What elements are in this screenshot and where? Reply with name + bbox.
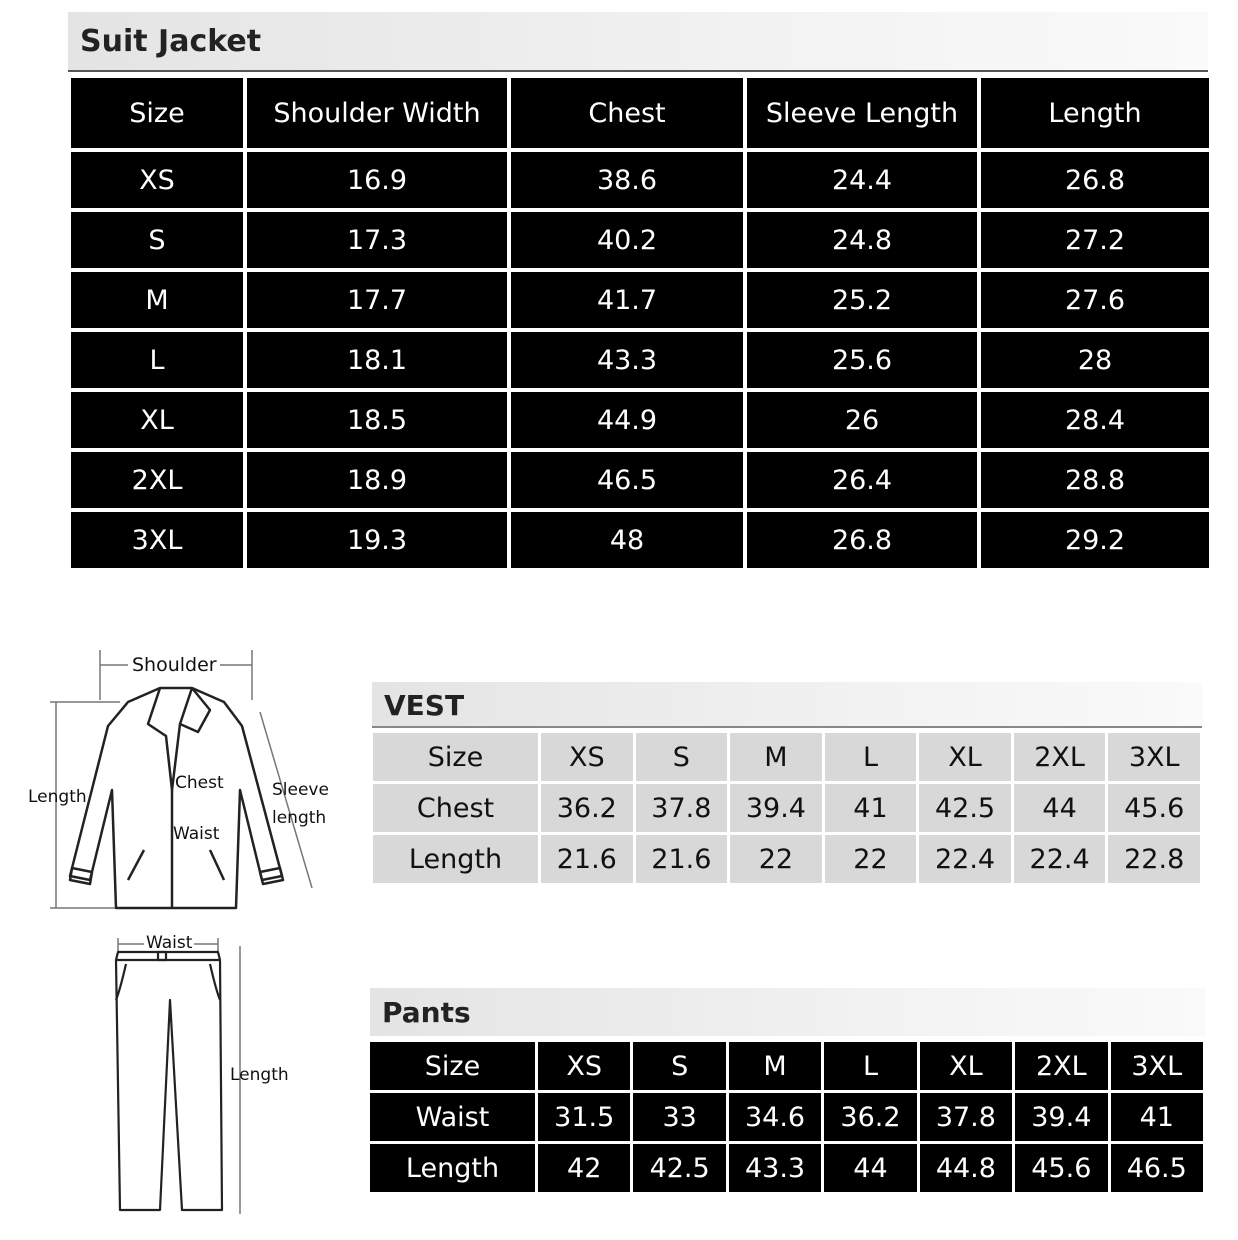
table-cell: 26.4 [747,452,977,508]
table-row [373,835,1200,883]
table-cell: 42.5 [633,1144,725,1192]
table-cell: 34.6 [729,1093,821,1141]
suit-jacket-size-table [67,74,1213,572]
table-cell: 39.4 [730,784,822,832]
suit-jacket-title: Suit Jacket [80,24,262,59]
size-cell: 2XL [71,452,243,508]
table-cell: 3XL [1108,733,1200,781]
table-cell: M [730,733,822,781]
table-row [71,272,1209,328]
table-cell: 41 [1111,1093,1203,1141]
table-cell: 44 [1014,784,1106,832]
size-cell: 3XL [71,512,243,568]
column-header: Chest [511,78,743,148]
vest-title: VEST [384,689,465,722]
jacket-sleeve-label-line1: Sleeve [272,780,329,800]
column-header: Length [981,78,1209,148]
table-cell: XS [538,1042,630,1090]
table-cell: 36.2 [824,1093,916,1141]
column-header: Size [71,78,243,148]
table-cell: 21.6 [636,835,728,883]
table-row [71,392,1209,448]
table-cell: 44.9 [511,392,743,448]
table-cell: 3XL [1111,1042,1203,1090]
table-row [370,1144,1203,1192]
vest-heading [372,682,1202,726]
pants-length-label: Length [230,1065,289,1085]
table-cell: 26.8 [747,512,977,568]
vest-divider [372,726,1202,728]
table-cell: 41.7 [511,272,743,328]
table-cell: 44.8 [920,1144,1012,1192]
table-cell: 38.6 [511,152,743,208]
jacket-shoulder-label: Shoulder [132,654,217,676]
table-cell: 46.5 [511,452,743,508]
table-row [71,452,1209,508]
table-cell: 36.2 [541,784,633,832]
table-cell: 28.4 [981,392,1209,448]
column-header: Sleeve Length [747,78,977,148]
suit-jacket-divider [68,70,1208,72]
table-cell: 22 [825,835,917,883]
table-row [71,152,1209,208]
table-cell: 2XL [1015,1042,1107,1090]
table-cell: 40.2 [511,212,743,268]
table-cell: 45.6 [1108,784,1200,832]
table-cell: 28 [981,332,1209,388]
table-cell: XL [919,733,1011,781]
table-cell: S [636,733,728,781]
pants-title: Pants [382,996,471,1029]
table-row [71,212,1209,268]
table-cell: 45.6 [1015,1144,1107,1192]
size-cell: XS [71,152,243,208]
table-cell: XS [541,733,633,781]
table-cell: 2XL [1014,733,1106,781]
table-row [71,332,1209,388]
table-cell: 22 [730,835,822,883]
table-cell: 17.7 [247,272,507,328]
vest-size-table [370,730,1203,886]
suit-jacket-heading [68,12,1208,70]
table-cell: 29.2 [981,512,1209,568]
table-cell: 44 [824,1144,916,1192]
pants-heading [370,988,1206,1036]
table-cell: 33 [633,1093,725,1141]
table-row [71,512,1209,568]
size-cell: S [71,212,243,268]
table-cell: 24.8 [747,212,977,268]
table-header-row [71,78,1209,148]
table-cell: 18.5 [247,392,507,448]
table-cell: 25.2 [747,272,977,328]
column-header: Shoulder Width [247,78,507,148]
size-cell: L [71,332,243,388]
row-header-cell: Chest [373,784,538,832]
table-row [370,1042,1203,1090]
table-cell: 24.4 [747,152,977,208]
table-cell: 25.6 [747,332,977,388]
table-cell: 42.5 [919,784,1011,832]
table-cell: 16.9 [247,152,507,208]
table-cell: 27.2 [981,212,1209,268]
table-cell: 27.6 [981,272,1209,328]
size-cell: XL [71,392,243,448]
jacket-chest-label: Chest [175,773,224,793]
table-cell: 18.1 [247,332,507,388]
table-cell: 22.4 [919,835,1011,883]
pants-size-table [367,1039,1206,1195]
table-cell: 21.6 [541,835,633,883]
table-cell: 37.8 [920,1093,1012,1141]
table-cell: L [825,733,917,781]
table-cell: 43.3 [511,332,743,388]
table-cell: L [824,1042,916,1090]
row-header-cell: Size [373,733,538,781]
table-cell: 46.5 [1111,1144,1203,1192]
table-cell: 42 [538,1144,630,1192]
table-cell: 22.8 [1108,835,1200,883]
table-cell: M [729,1042,821,1090]
table-cell: 17.3 [247,212,507,268]
table-cell: 26.8 [981,152,1209,208]
row-header-cell: Length [373,835,538,883]
table-cell: 43.3 [729,1144,821,1192]
table-cell: 48 [511,512,743,568]
table-cell: 31.5 [538,1093,630,1141]
row-header-cell: Length [370,1144,535,1192]
table-cell: 19.3 [247,512,507,568]
table-cell: 41 [825,784,917,832]
pants-waist-label: Waist [146,933,193,953]
table-cell: 18.9 [247,452,507,508]
table-row [373,784,1200,832]
table-cell: 39.4 [1015,1093,1107,1141]
size-cell: M [71,272,243,328]
table-row [373,733,1200,781]
table-row [370,1093,1203,1141]
jacket-length-label: Length [28,787,87,807]
row-header-cell: Waist [370,1093,535,1141]
jacket-sleeve-label-line2: length [272,808,327,828]
table-cell: 22.4 [1014,835,1106,883]
table-cell: 26 [747,392,977,448]
table-cell: XL [920,1042,1012,1090]
table-cell: 37.8 [636,784,728,832]
table-cell: S [633,1042,725,1090]
jacket-waist-label: Waist [173,824,220,844]
table-cell: 28.8 [981,452,1209,508]
row-header-cell: Size [370,1042,535,1090]
